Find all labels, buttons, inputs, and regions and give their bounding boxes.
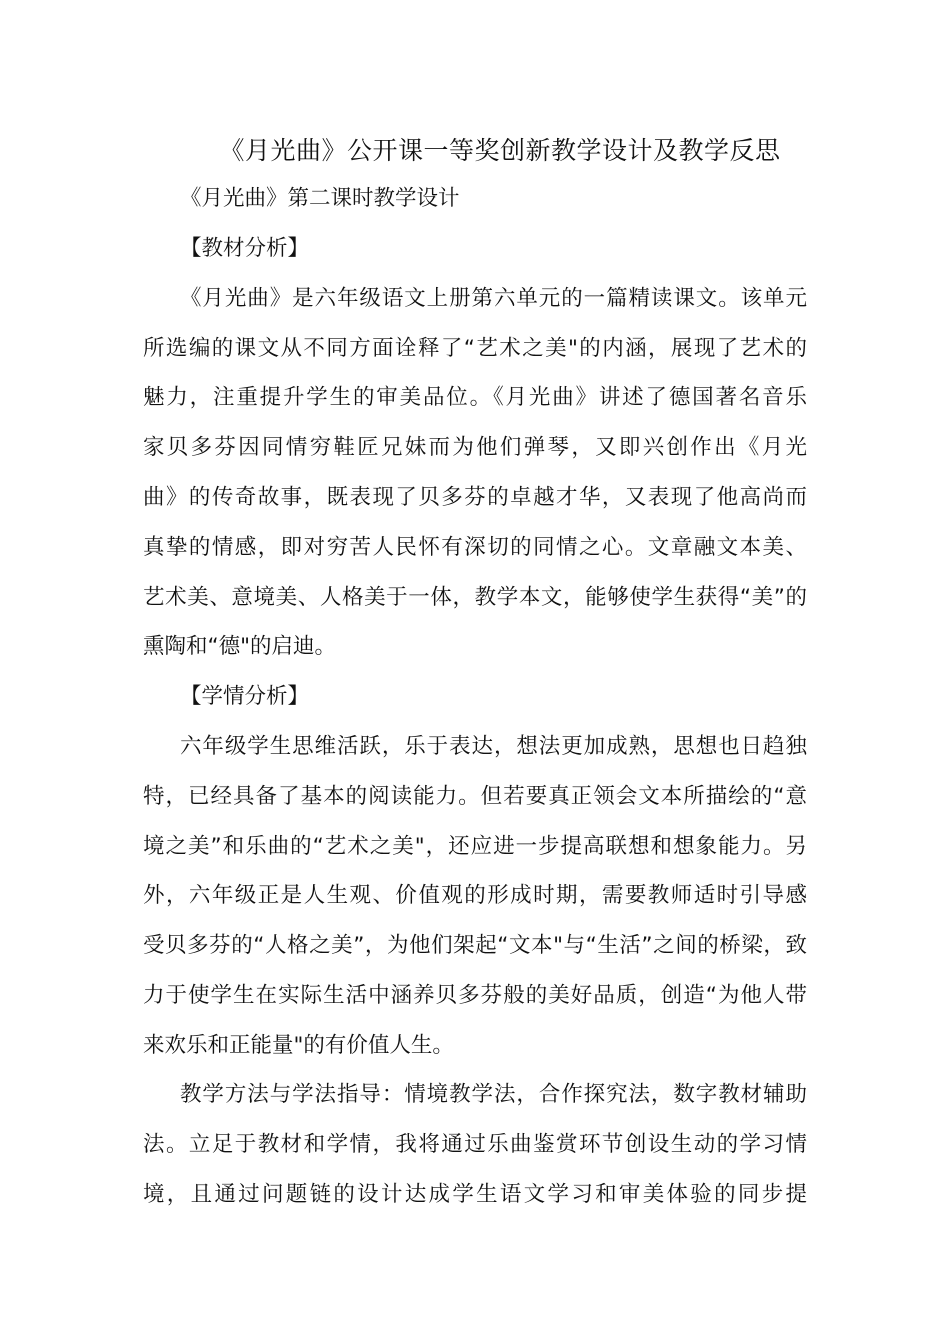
section-heading-textbook-analysis: 【教材分析】 [180, 236, 310, 261]
paragraph-line: 外，六年级正是人生观、价值观的形成时期，需要教师适时引导感 [143, 883, 807, 908]
paragraph-line: 境，且通过问题链的设计达成学生语文学习和审美体验的同步提 [143, 1182, 807, 1207]
paragraph-line: 曲》的传奇故事，既表现了贝多芬的卓越才华，又表现了他高尚而 [143, 485, 807, 510]
paragraph-line: 力于使学生在实际生活中涵养贝多芬般的美好品质，创造“为他人带 [143, 983, 807, 1008]
document-title: 《月光曲》公开课一等奖创新教学设计及教学反思 [219, 136, 781, 165]
section-heading-student-analysis: 【学情分析】 [180, 684, 310, 709]
paragraph-line: 来欢乐和正能量"的有价值人生。 [143, 1033, 454, 1058]
subtitle: 《月光曲》第二课时教学设计 [180, 186, 460, 211]
paragraph-line: 所选编的课文从不同方面诠释了“艺术之美"的内涵，展现了艺术的 [143, 336, 807, 361]
paragraph-line: 六年级学生思维活跃，乐于表达，想法更加成熟，思想也日趋独 [180, 734, 807, 759]
paragraph-line: 受贝多芬的“人格之美”，为他们架起“文本"与“生活”之间的桥梁，致 [143, 933, 807, 958]
paragraph-line: 魅力，注重提升学生的审美品位。《月光曲》讲述了德国著名音乐 [143, 385, 807, 410]
paragraph-line: 真挚的情感，即对穷苦人民怀有深切的同情之心。文章融文本美、 [143, 535, 807, 560]
paragraph-line: 《月光曲》是六年级语文上册第六单元的一篇精读课文。该单元 [180, 286, 807, 311]
paragraph-line: 熏陶和“德"的启迪。 [143, 634, 337, 659]
paragraph-line: 特，已经具备了基本的阅读能力。但若要真正领会文本所描绘的“意 [143, 784, 807, 809]
paragraph-line: 教学方法与学法指导：情境教学法，合作探究法，数字教材辅助 [180, 1082, 807, 1107]
paragraph-line: 艺术美、意境美、人格美于一体，教学本文，能够使学生获得“美”的 [143, 585, 807, 610]
paragraph-line: 境之美”和乐曲的“艺术之美"，还应进一步提高联想和想象能力。另 [143, 834, 807, 859]
paragraph-line: 法。立足于教材和学情，我将通过乐曲鉴赏环节创设生动的学习情 [143, 1132, 807, 1157]
paragraph-line: 家贝多芬因同情穷鞋匠兄妹而为他们弹琴，又即兴创作出《月光 [143, 435, 807, 460]
